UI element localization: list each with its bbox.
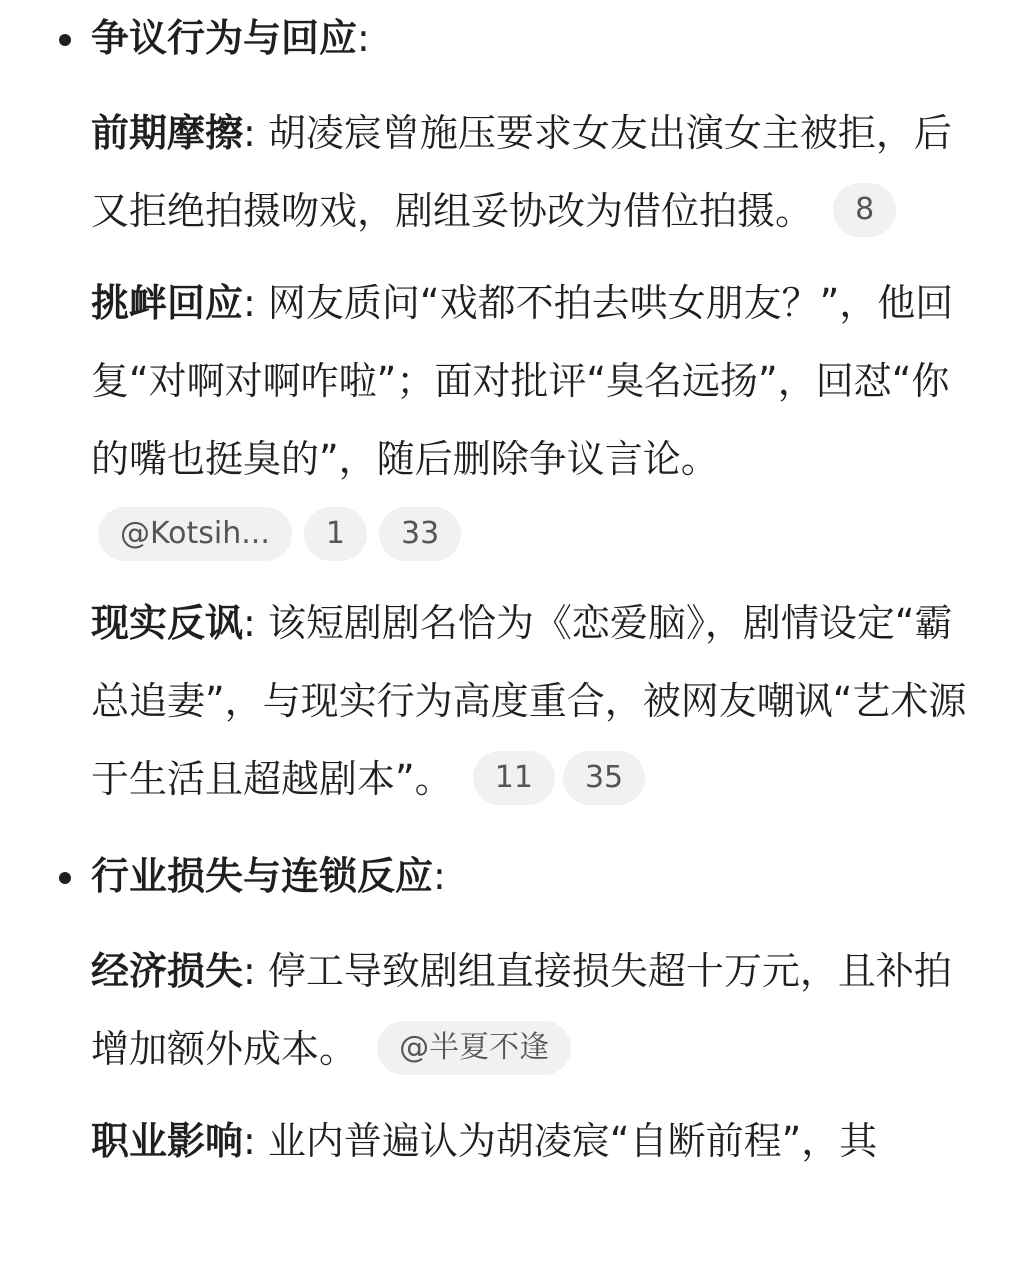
citation-chip[interactable]: 8 — [833, 183, 896, 237]
item-label: 职业影响 — [91, 1119, 244, 1163]
item-label: 现实反讽 — [91, 601, 244, 645]
item-label: 经济损失 — [91, 949, 244, 993]
item-text: 胡凌宸曾施压要求女友出演女主被拒，后又拒绝拍摄吻戏，剧组妥协改为借位拍摄。 — [91, 111, 952, 233]
item-text: 该短剧剧名恰为《恋爱脑》，剧情设定“霸总追妻”，与现实行为高度重合，被网友嘲讽“艺术源于生活且超越剧本”。 — [91, 601, 967, 801]
section-title-text: 行业损失与连锁反应 — [91, 854, 434, 898]
section-title — [91, 0, 980, 76]
item-text: 业内普遍认为胡凌宸“自断前程”，其 — [267, 1119, 878, 1163]
paragraph-item — [91, 264, 980, 498]
paragraph-item — [91, 1102, 980, 1180]
section-title — [91, 838, 980, 914]
bullet-dot — [59, 872, 71, 884]
citation-chip[interactable]: 11 — [473, 751, 555, 805]
citation-chip[interactable]: 35 — [563, 751, 645, 805]
item-text: 停工导致剧组直接损失超十万元，且补拍增加额外成本。 — [91, 949, 952, 1071]
section-title-text: 争议行为与回应 — [91, 16, 358, 60]
citation-chip-row — [98, 498, 980, 576]
item-colon: : — [243, 601, 256, 645]
item-label: 前期摩擦 — [91, 111, 244, 155]
paragraph-item — [91, 932, 980, 1088]
citation-chip[interactable]: 1 — [304, 507, 367, 561]
item-colon: : — [243, 1119, 256, 1163]
bullet-section-industry-loss — [0, 838, 1020, 1180]
bullet-dot — [59, 34, 71, 46]
item-text: 网友质问“戏都不拍去哄女朋友？”，他回复“对啊对啊咋啦”；面对批评“臭名远扬”，回怼“你的嘴也挺臭的”，随后删除争议言论。 — [91, 281, 954, 481]
section-title-colon: : — [357, 16, 370, 60]
paragraph-item — [91, 94, 980, 250]
citation-chip[interactable]: 33 — [379, 507, 461, 561]
item-colon: : — [243, 949, 256, 993]
citation-chip[interactable]: @半夏不逢 — [377, 1021, 571, 1075]
item-colon: : — [243, 281, 256, 325]
paragraph-item — [91, 584, 980, 818]
item-label: 挑衅回应 — [91, 281, 244, 325]
section-title-colon: : — [433, 854, 446, 898]
item-colon: : — [243, 111, 256, 155]
citation-chip[interactable]: @Kotsih... — [98, 507, 292, 561]
